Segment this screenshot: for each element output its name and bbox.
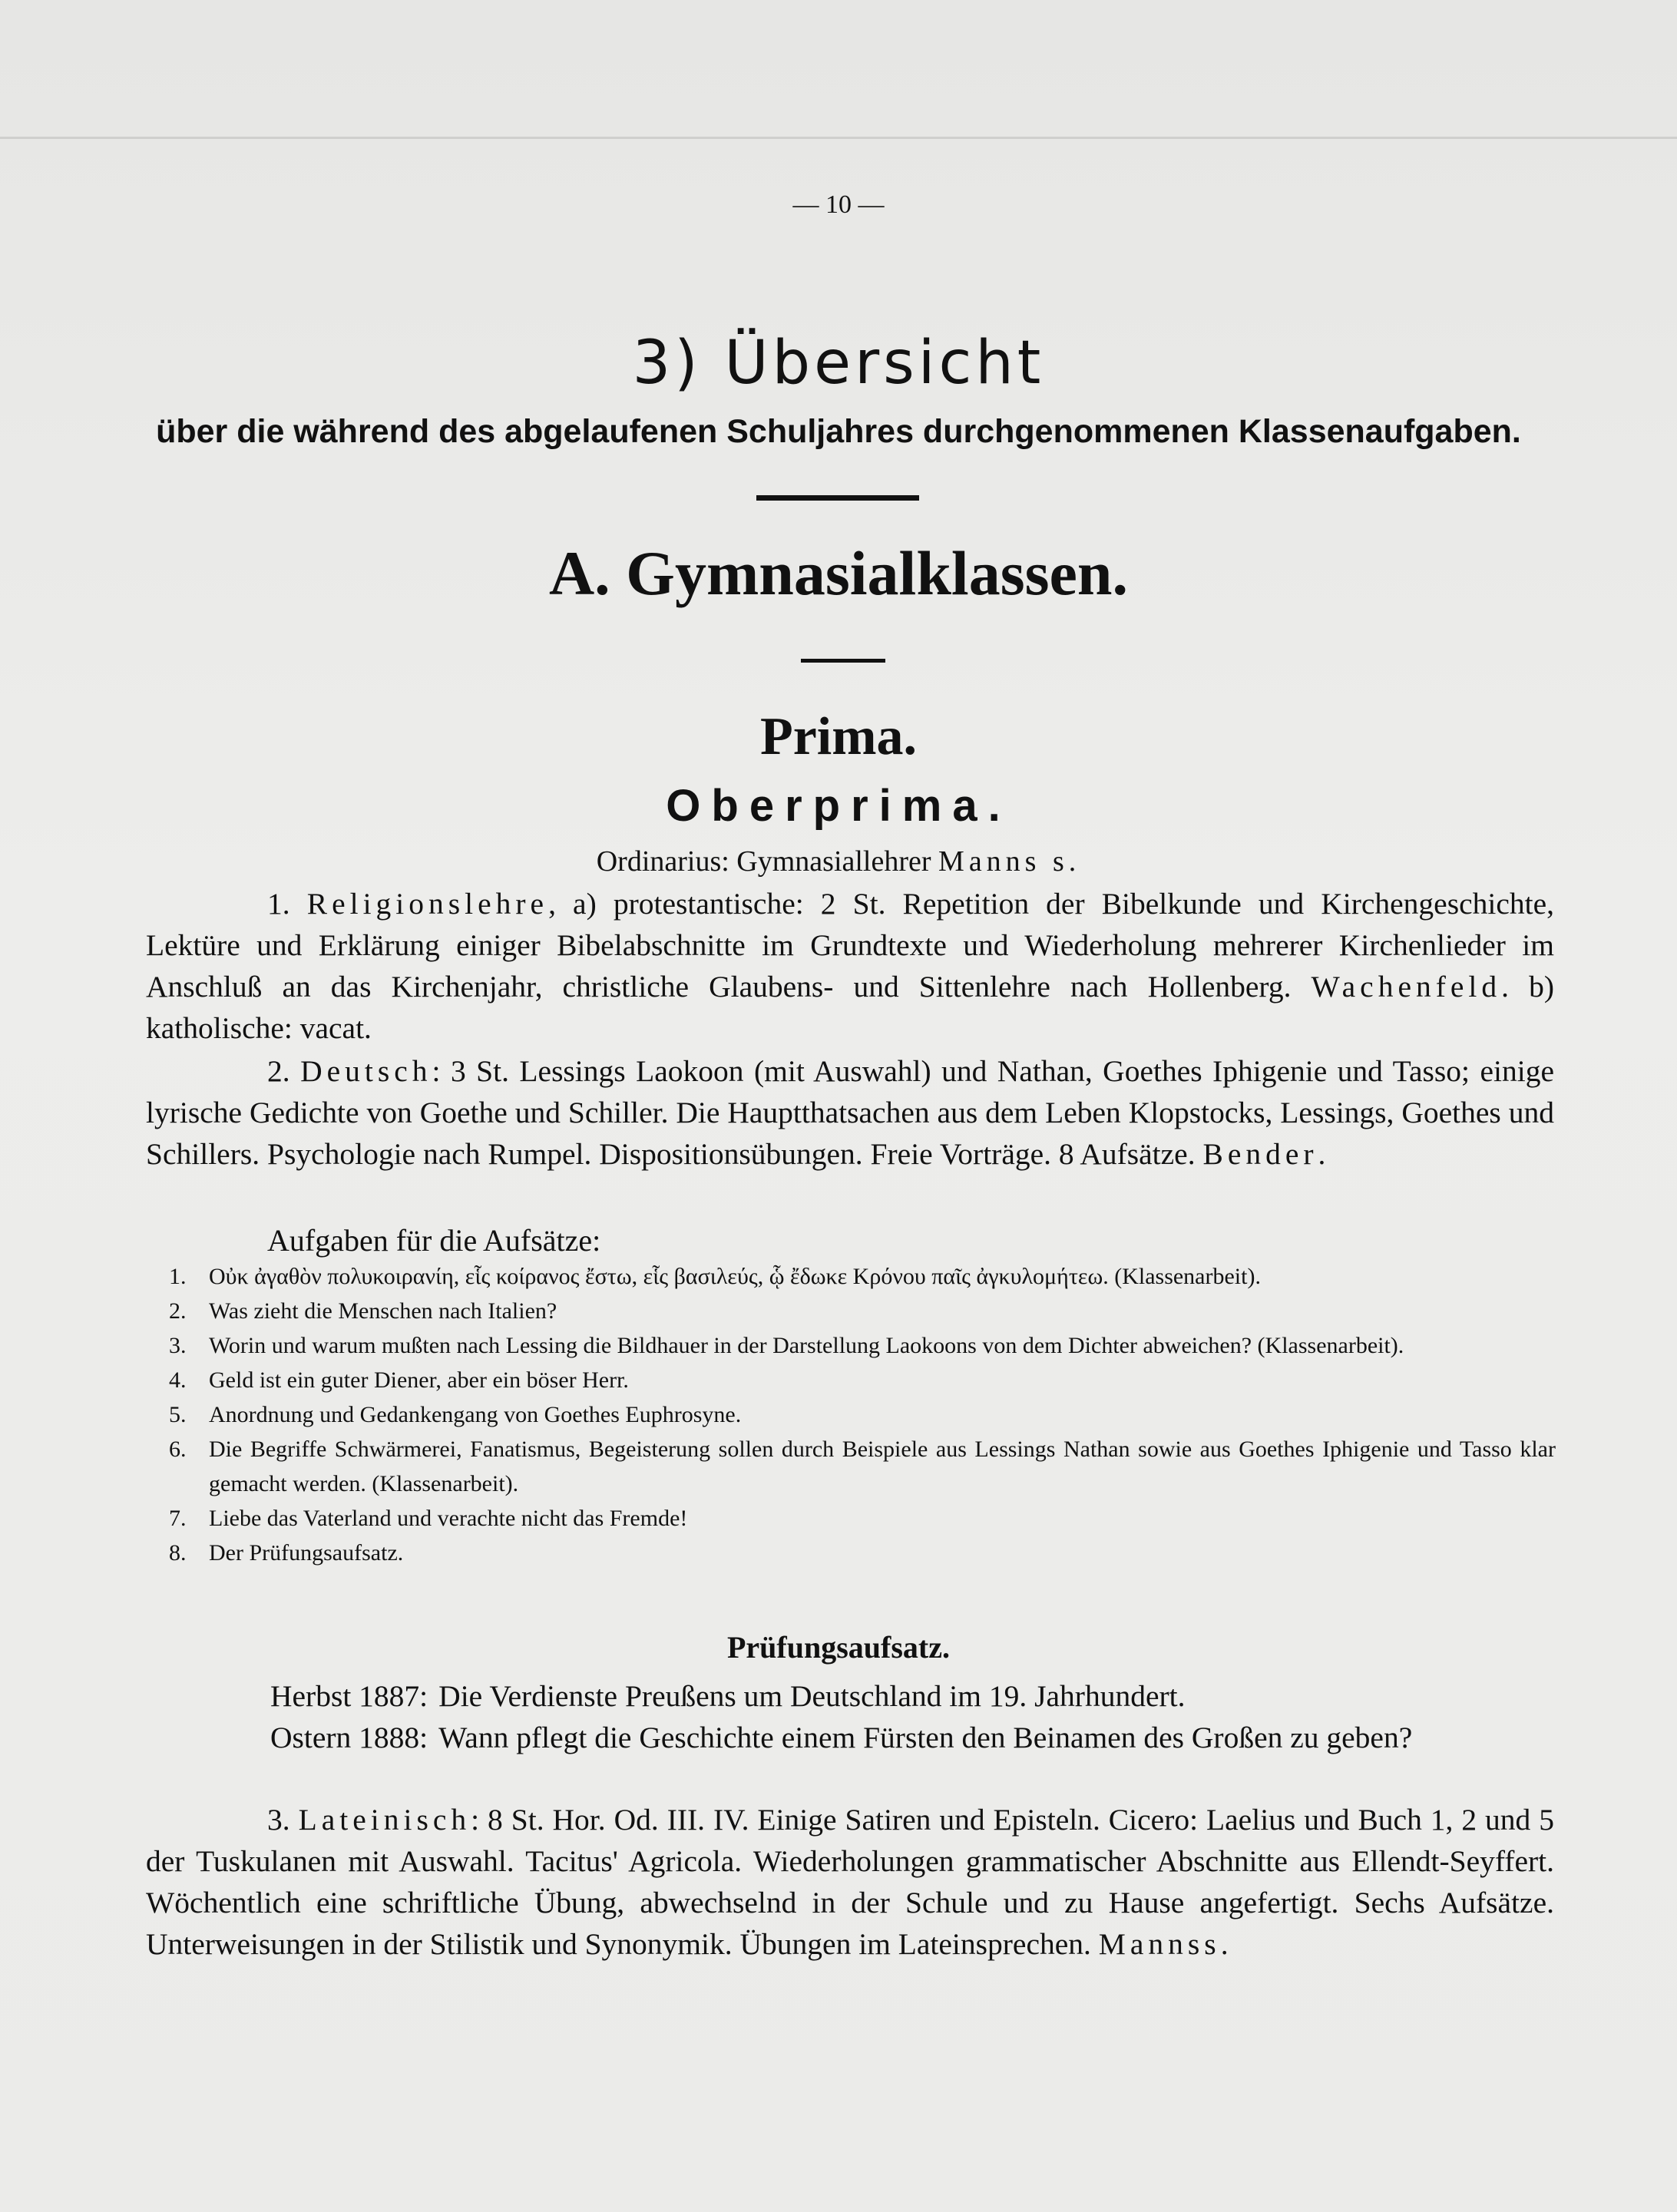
list-item-text: Οὐκ ἀγαθὸν πολυκοιρανίη, εἷς κοίρανος ἔστω, εἷς βασιλεύς, ᾧ ἔδωκε Κρόνου παῖς ἀγκυλομήτεω. (Klassenarbeit).: [209, 1264, 1261, 1289]
deutsch-subject: Deutsch: [300, 1054, 432, 1088]
page-number: — 10 —: [792, 190, 885, 219]
list-item-number: 4.: [169, 1367, 187, 1393]
deutsch-text-end: .: [1318, 1137, 1326, 1171]
list-item-text: Liebe das Vaterland und verachte nicht das Fremde!: [209, 1506, 688, 1531]
exam-entry-text: Wann pflegt die Geschichte einem Fürsten den Beinamen des Großen zu geben?: [438, 1721, 1413, 1754]
religion-number: 1.: [267, 887, 307, 921]
list-item-number: 8.: [169, 1540, 187, 1566]
list-item-text: Worin und warum mußten nach Lessing die Bildhauer in der Darstellung Laokoons von dem Dichter abweichen? (Klassenarbeit).: [209, 1333, 1404, 1358]
list-item: [169, 1536, 1556, 1570]
divider-rule-1: [756, 495, 919, 501]
ordinarius-line: [0, 845, 1677, 878]
deutsch-paragraph: [146, 1050, 1554, 1175]
section-heading: A. Gymnasialklassen.: [548, 538, 1129, 608]
pruefungsaufsatz-list: [270, 1675, 1553, 1758]
list-item-text: Der Prüfungsaufsatz.: [209, 1540, 404, 1566]
bleed-through-rule: [0, 137, 1677, 139]
list-item-text: Anordnung und Gedankengang von Goethes Euphrosyne.: [209, 1402, 742, 1427]
list-item-number: 3.: [169, 1333, 187, 1358]
list-item-number: 5.: [169, 1402, 187, 1427]
deutsch-teacher: Bender: [1202, 1137, 1318, 1171]
list-item-number: 1.: [169, 1264, 187, 1289]
divider-rule-2: [801, 659, 885, 663]
religion-teacher: Wachenfeld: [1311, 970, 1502, 1004]
subclass-heading: Oberprima.: [666, 781, 1011, 831]
list-item: [169, 1328, 1556, 1363]
list-item: [169, 1432, 1556, 1501]
latein-paragraph: [146, 1799, 1554, 1965]
exam-entry-label: Ostern 1888:: [270, 1721, 428, 1754]
list-item-text: Geld ist ein guter Diener, aber ein böser Herr.: [209, 1367, 629, 1393]
ordinarius-label: Ordinarius: Gymnasiallehrer: [596, 845, 939, 878]
religion-paragraph: [146, 883, 1554, 1049]
deutsch-number: 2.: [267, 1054, 301, 1088]
latein-subject: Lateinisch: [298, 1803, 471, 1837]
list-item: [169, 1397, 1556, 1432]
list-item-text: Die Begriffe Schwärmerei, Fanatismus, Begeisterung sollen durch Beispiele aus Lessings Nathan sowie aus Goethes Iphigenie und Tasso klar gemacht werden. (Klassenarbeit).: [209, 1437, 1556, 1496]
list-item: [169, 1363, 1556, 1397]
exam-entry: [270, 1717, 1553, 1758]
list-item: [169, 1501, 1556, 1536]
deutsch-text: : 3 St. Lessings Laokoon (mit Auswahl) und Nathan, Goethes Iphigenie und Tasso; einige lyrische Gedichte von Goethe und Schiller. Die Hauptthatsachen aus dem Leben Klopstocks, Lessings, Goethes und Schillers. Psychologie nach Rumpel. Dispositionsübungen. Freie Vorträge. 8 Aufsätze.: [146, 1054, 1554, 1171]
religion-text-end: . b) katholische: vacat.: [146, 970, 1554, 1045]
latein-number: 3.: [267, 1803, 299, 1837]
list-item: [169, 1294, 1556, 1328]
exam-entry: [270, 1675, 1553, 1717]
list-item: [169, 1259, 1556, 1294]
ordinarius-name: Manns s.: [938, 845, 1081, 878]
list-item-number: 7.: [169, 1506, 187, 1531]
exam-entry-text: Die Verdienste Preußens um Deutschland im 19. Jahrhundert.: [438, 1679, 1186, 1713]
list-item-text: Was zieht die Menschen nach Italien?: [209, 1298, 557, 1324]
exam-entry-label: Herbst 1887:: [270, 1679, 428, 1713]
latein-teacher: Mannss: [1098, 1927, 1221, 1961]
page-title: 3) Übersicht: [632, 329, 1045, 398]
list-item-number: 6.: [169, 1437, 187, 1462]
religion-text: , a) protestantische: 2 St. Repetition der Bibelkunde und Kirchengeschichte, Lektüre und Erklärung einiger Bibelabschnitte im Grundtexte und Wiederholung mehrerer Kirchenlieder im Anschluß an das Kirchenjahr, christliche Glaubens- und Sittenlehre nach Hollenberg.: [146, 887, 1555, 1004]
list-item-number: 2.: [169, 1298, 187, 1324]
class-heading: Prima.: [759, 707, 918, 766]
religion-subject: Religionslehre: [306, 887, 549, 921]
page-subtitle: über die während des abgelaufenen Schuljahres durchgenommenen Klassenaufgaben.: [156, 413, 1521, 450]
latein-text: : 8 St. Hor. Od. III. IV. Einige Satiren und Episteln. Cicero: Laelius und Buch 1, 2 und 5 der Tuskulanen mit Auswahl. Tacitus' Agricola. Wiederholungen grammatischer Abschnitte aus Ellendt-Seyffert. Wöchentlich eine schriftliche Übung, abwechselnd in der Schule und zu Hause angefertigt. Sechs Aufsätze. Unterweisungen in der Stilistik und Synonymik. Übungen im Lateinsprechen.: [146, 1803, 1555, 1961]
latein-text-end: .: [1220, 1927, 1229, 1961]
aufgaben-heading: Aufgaben für die Aufsätze:: [267, 1223, 601, 1258]
pruefungsaufsatz-heading: Prüfungsaufsatz.: [726, 1630, 951, 1665]
aufgaben-list: [169, 1259, 1556, 1570]
